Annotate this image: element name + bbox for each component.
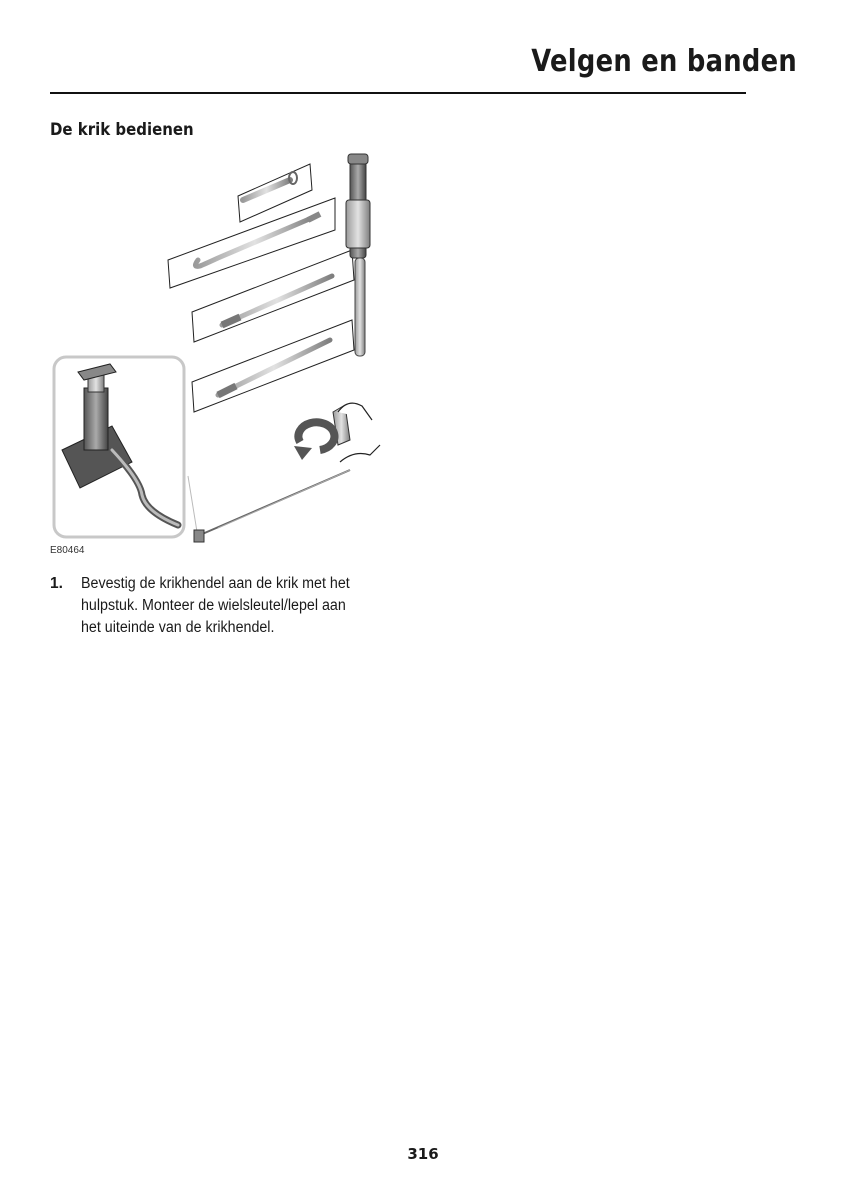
jack-tool-hook-bar [168, 198, 335, 288]
page-title: Velgen en banden [531, 44, 797, 79]
title-divider [50, 92, 746, 94]
step-number: 1. [50, 575, 63, 592]
hand-operating-jack-illustration [194, 403, 380, 542]
step-text: Bevestig de krikhendel aan de krik met het hulpstuk. Monteer de wielsleutel/lepel aan het uiteinde van de krikhendel. [81, 575, 350, 636]
jack-tool-short-bar [238, 164, 312, 222]
jack-inset-illustration [54, 357, 198, 538]
figure-reference-code: E80464 [50, 545, 85, 556]
page-number: 316 [407, 1145, 439, 1163]
section-heading: De krik bedienen [50, 120, 194, 140]
wheel-brace-illustration [346, 154, 370, 356]
jack-operation-illustration [50, 150, 385, 545]
